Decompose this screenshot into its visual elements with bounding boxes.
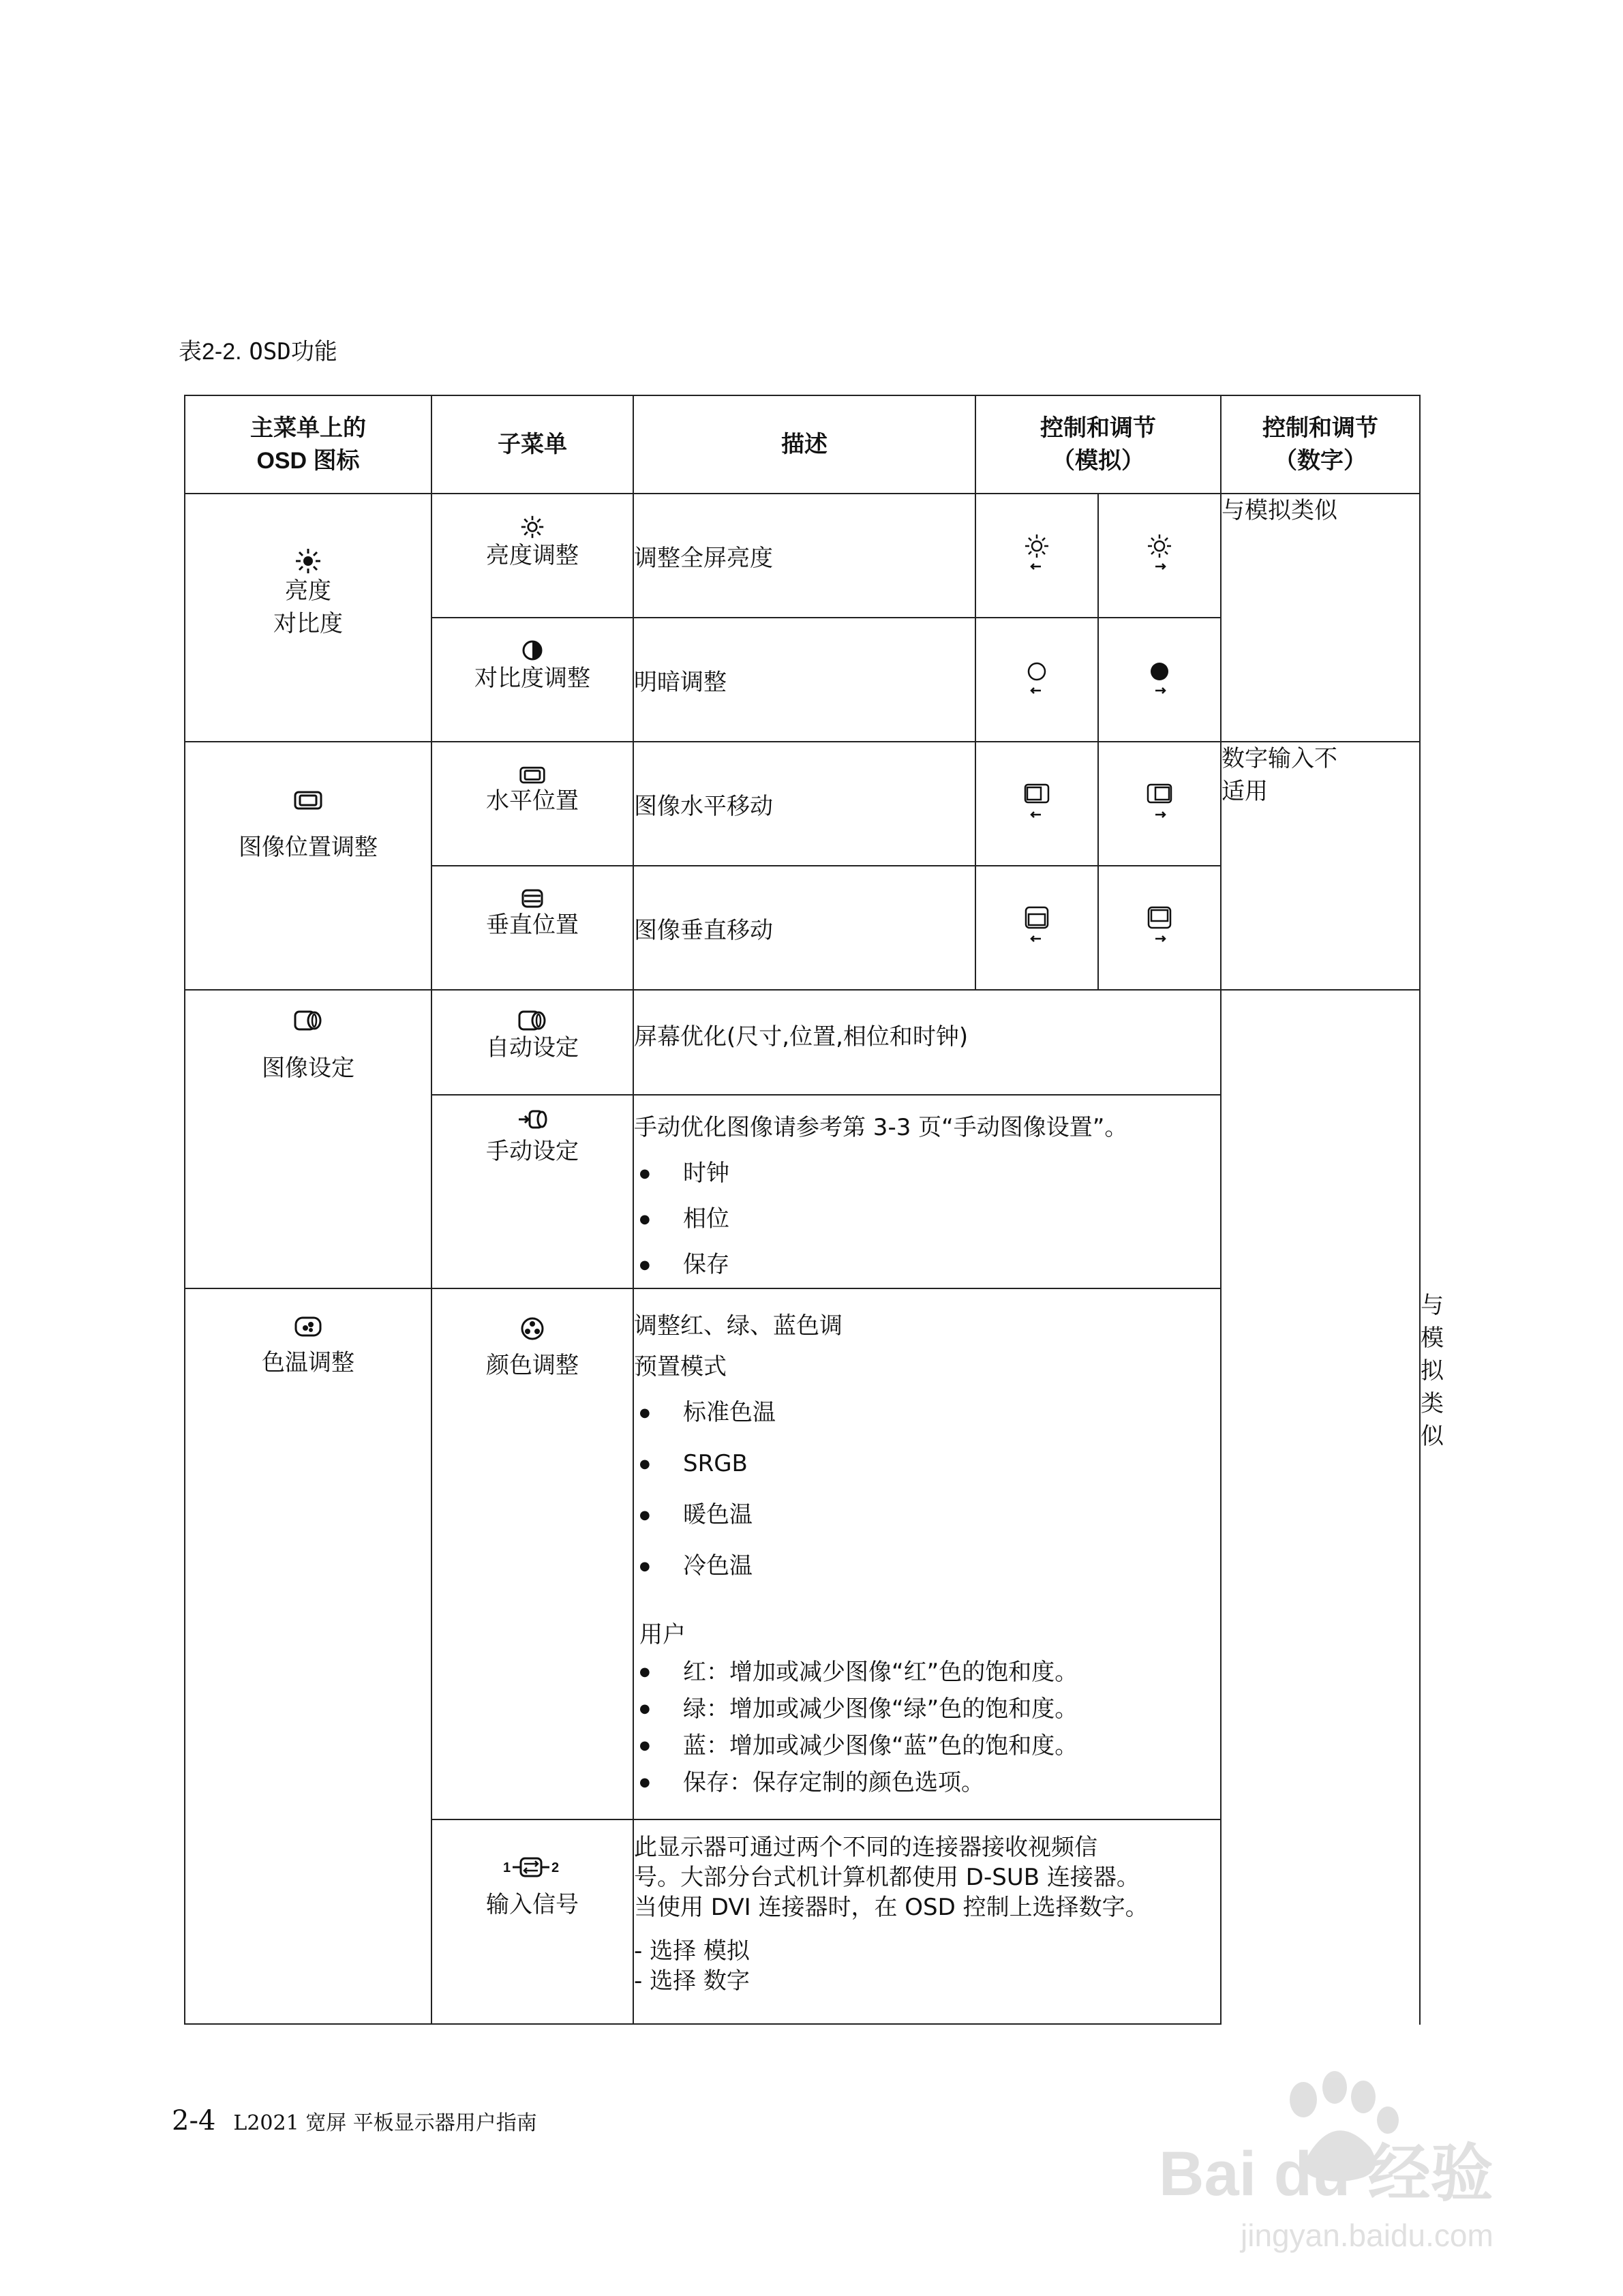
submenu-label: 颜色调整 <box>486 1352 579 1379</box>
desc-auto <box>633 990 1221 1095</box>
caption-code: OSD <box>249 338 291 365</box>
desc-text: 预置模式 <box>634 1353 727 1380</box>
manual-options-list <box>634 1151 1220 1288</box>
submenu-manual <box>431 1095 633 1288</box>
user-label: 用户 <box>639 1621 686 1648</box>
desc-brightness <box>633 494 975 618</box>
analog-decrease <box>975 866 1098 990</box>
digital-text: 数字输入不 <box>1222 745 1337 772</box>
move-left-icon <box>1022 781 1052 821</box>
list-item: ● 保存 <box>634 1242 1220 1288</box>
list-item: ● 蓝：增加或减少图像“蓝”色的饱和度。 <box>634 1727 1220 1764</box>
submenu-label: 输入信号 <box>486 1891 579 1918</box>
color-adjust-icon <box>520 1316 545 1341</box>
submenu-vertical <box>431 866 633 990</box>
submenu-label: 手动设定 <box>486 1138 579 1165</box>
move-up-icon <box>1144 905 1174 946</box>
submenu-brightness <box>431 494 633 618</box>
desc-text: 调整全屏亮度 <box>634 544 773 572</box>
desc-vertical <box>633 866 975 990</box>
submenu-label: 水平位置 <box>486 787 579 815</box>
list-item: ● 暖色温 <box>634 1490 1220 1541</box>
move-down-icon <box>1022 905 1052 946</box>
submenu-label: 自动设定 <box>486 1034 579 1061</box>
desc-horizontal <box>633 742 975 866</box>
input-option: - 选择 数字 <box>634 1967 750 1995</box>
desc-text: 当使用 DVI 连接器时，在 OSD 控制上选择数字。 <box>634 1894 1149 1921</box>
list-item: ● 绿：增加或减少图像“绿”色的饱和度。 <box>634 1691 1220 1727</box>
header-submenu: 子菜单 <box>431 395 633 494</box>
preset-modes-list <box>634 1387 1220 1592</box>
auto-setup-icon <box>517 1010 547 1031</box>
list-item: ● 标准色温 <box>634 1387 1220 1438</box>
contrast-icon <box>521 639 544 662</box>
list-item: ● SRGB <box>634 1438 1220 1490</box>
digital-brightness <box>1221 494 1420 742</box>
baidu-jingyan-watermark <box>1159 2052 1541 2256</box>
submenu-label: 亮度调整 <box>486 542 579 569</box>
brightness-increase-icon <box>1146 532 1173 573</box>
main-label: 对比度 <box>273 610 343 637</box>
main-cell-setup <box>185 990 431 1288</box>
list-item: ● 保存：保存定制的颜色选项。 <box>634 1764 1220 1801</box>
osd-functions-table <box>184 395 1444 2025</box>
desc-input <box>633 1819 1221 2024</box>
caption-prefix: 表 <box>179 338 202 365</box>
desc-text: 明暗调整 <box>634 668 727 696</box>
user-options-list <box>634 1654 1220 1801</box>
submenu-input <box>431 1819 633 2024</box>
digital-setup-empty <box>1221 990 1420 2024</box>
move-right-icon <box>1144 781 1174 821</box>
page-footer <box>172 2105 537 2136</box>
submenu-label: 垂直位置 <box>486 911 579 939</box>
header-main-icon: 主菜单上的 OSD 图标 <box>185 395 431 494</box>
desc-color <box>633 1288 1221 1819</box>
caption-title: 功能 <box>290 338 337 365</box>
analog-decrease <box>975 618 1098 742</box>
document-title: L2021 宽屏 平板显示器用户指南 <box>233 2111 537 2135</box>
submenu-horizontal <box>431 742 633 866</box>
submenu-label: 对比度调整 <box>474 665 590 692</box>
list-item: ● 时钟 <box>634 1151 1220 1196</box>
submenu-color <box>431 1288 633 1819</box>
desc-text: 调整红、绿、蓝色调 <box>634 1312 843 1340</box>
horizontal-position-icon <box>519 766 546 785</box>
list-item: ● 红：增加或减少图像“红”色的饱和度。 <box>634 1654 1220 1691</box>
manual-setup-icon <box>517 1109 547 1130</box>
desc-text: 屏幕优化(尺寸,位置,相位和时钟) <box>634 1023 969 1051</box>
main-label: 亮度 <box>285 577 331 605</box>
table-row <box>185 494 1420 618</box>
vertical-position-icon <box>521 888 544 909</box>
main-label: 色温调整 <box>262 1349 354 1376</box>
main-cell-position <box>185 742 431 990</box>
desc-contrast <box>633 618 975 742</box>
main-cell-brightness <box>185 494 431 742</box>
brightness-decrease-icon <box>1023 532 1050 573</box>
analog-decrease <box>975 494 1098 618</box>
header-digital: 控制和调节 （数字） <box>1221 395 1420 494</box>
desc-manual <box>633 1095 1221 1288</box>
main-label: 图像设定 <box>262 1055 354 1082</box>
table-caption <box>179 333 337 366</box>
digital-text: 与模拟类似 <box>1222 497 1337 524</box>
desc-text: 图像垂直移动 <box>634 916 773 944</box>
analog-increase <box>1098 494 1221 618</box>
header-row <box>185 395 1420 494</box>
table-row <box>185 990 1420 1095</box>
analog-increase <box>1098 742 1221 866</box>
analog-increase <box>1098 866 1221 990</box>
sun-outline-icon <box>520 515 545 539</box>
main-label: 图像位置调整 <box>239 834 378 861</box>
header-analog: 控制和调节 （模拟） <box>975 395 1221 494</box>
table-row <box>185 742 1420 866</box>
list-item: ● 相位 <box>634 1196 1220 1242</box>
desc-text: 手动优化图像请参考第 3-3 页“手动图像设置”。 <box>634 1114 1128 1141</box>
analog-increase <box>1098 618 1221 742</box>
svg-text:2: 2 <box>551 1860 560 1875</box>
contrast-increase-icon <box>1146 656 1173 697</box>
desc-text: 号。大部分台式机计算机都使用 D-SUB 连接器。 <box>634 1864 1140 1891</box>
submenu-contrast <box>431 618 633 742</box>
color-temperature-icon <box>294 1316 322 1337</box>
page-number: 2-4 <box>172 2105 216 2136</box>
digital-text: 与模拟类似 <box>1421 1292 1444 1450</box>
analog-decrease <box>975 742 1098 866</box>
desc-text: 图像水平移动 <box>634 792 773 820</box>
main-cell-color <box>185 1288 431 2024</box>
input-option: - 选择 模拟 <box>634 1937 750 1965</box>
contrast-decrease-icon <box>1023 656 1050 697</box>
desc-text: 此显示器可通过两个不同的连接器接收视频信 <box>634 1834 1097 1861</box>
watermark-url: jingyan.baidu.com <box>1241 2218 1493 2253</box>
brightness-icon <box>294 547 322 575</box>
input-signal-icon <box>502 1854 563 1879</box>
header-description: 描述 <box>633 395 975 494</box>
caption-number: 2-2. <box>202 339 242 365</box>
digital-text: 适用 <box>1222 778 1268 805</box>
image-setup-icon <box>293 1010 323 1031</box>
svg-text:1: 1 <box>503 1860 511 1875</box>
position-icon <box>293 790 323 811</box>
list-item: ● 冷色温 <box>634 1541 1220 1592</box>
submenu-auto <box>431 990 633 1095</box>
watermark-logo: Bai du 经验 <box>1159 2139 1493 2209</box>
digital-position <box>1221 742 1420 990</box>
